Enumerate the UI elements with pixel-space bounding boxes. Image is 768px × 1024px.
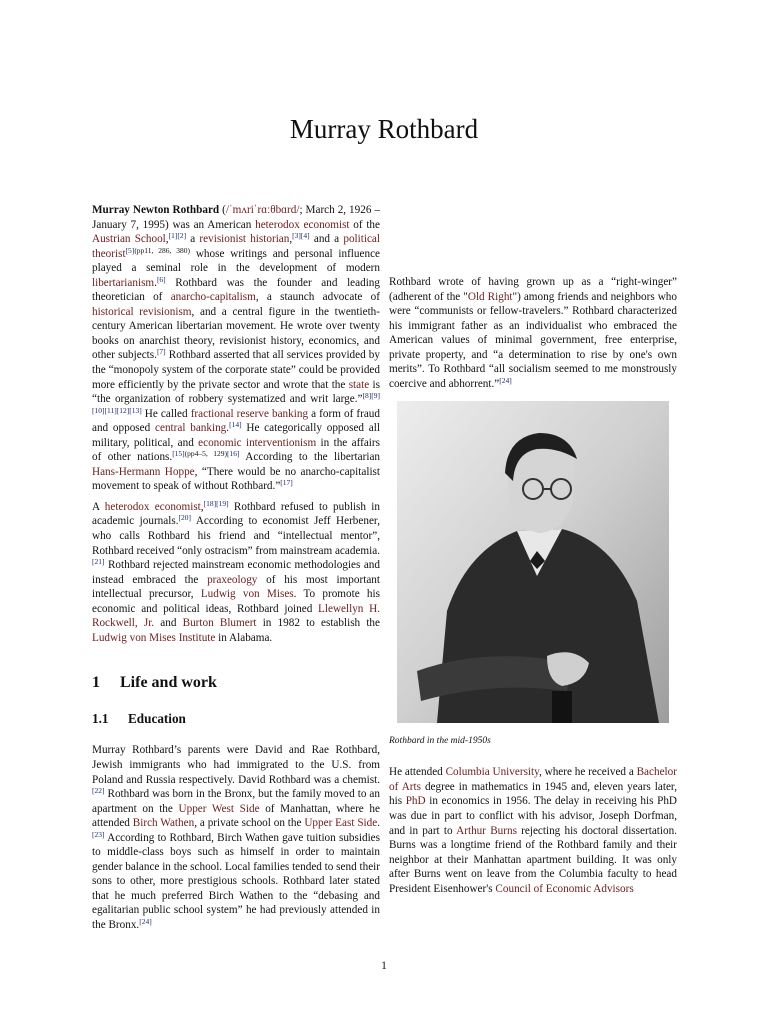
page-title: Murray Rothbard — [289, 114, 479, 144]
subject-name: Murray Newton Rothbard — [92, 204, 220, 216]
text-run: Rothbard wrote of having grown up as a “right-winger” (adherent of the " — [389, 276, 677, 303]
text-run: He categorically opposed all military, political, and — [92, 422, 380, 449]
link-upper-east-side[interactable]: Upper East Side — [304, 817, 378, 830]
citation[interactable]: [5] — [125, 245, 135, 255]
text-run: Rothbard was born in the Bronx, but the family moved to an apartment on the — [92, 788, 380, 815]
text-run: in economics in 1956. The delay in receiving his PhD was due in part to conflict with his advisor, Joseph Dorfman, and in part to — [389, 795, 677, 837]
link-mises-institute[interactable]: Ludwig von Mises Institute — [92, 631, 216, 644]
link-heterodox-economist[interactable]: heterodox economist — [104, 500, 201, 513]
text-run: He attended — [389, 766, 446, 779]
text-run: ; March 2, 1926 – January 7, 1995) was an American — [92, 204, 380, 231]
text-run: A — [92, 500, 105, 513]
text-run: According to economist Jeff Herbener, who calls Rothbard his friend and “intellectual mentor”, Rothbard received “only ostracism” from mainstream academia. — [92, 515, 380, 557]
citation[interactable]: [20] — [178, 513, 192, 523]
text-run: . To promote his economic and political ideas, Rothbard joined — [92, 588, 380, 615]
text-run: a — [186, 233, 200, 246]
education-paragraph — [92, 743, 380, 932]
citation[interactable]: [15] — [172, 449, 185, 459]
link-central-banking[interactable]: central banking — [155, 422, 227, 435]
link-llewellyn-rockwell[interactable]: Llewellyn H. Rockwell, Jr. — [92, 602, 381, 630]
text-run: of the — [349, 218, 380, 231]
section-title: Life and work — [120, 674, 217, 692]
text-run: , — [200, 500, 204, 513]
text-run: Murray Rothbard’s parents were David and Rae Rothbard, Jewish immigrants who had immigrated to the U.S. from Poland and Russia respectively. David Rothbard was a chemist. — [92, 744, 380, 786]
link-historical-revisionism[interactable]: historical revisionism — [92, 305, 192, 318]
link-heterodox-economist[interactable]: heterodox economist — [255, 218, 350, 231]
intro-paragraph: Murray Newton Rothbard (/ˈmʌriˈrɑːθbɑrd/; March 2, 1926 – January 7, 1995) was an American heterodox economist of the Austrian School,[1][2] a revisionist historian,[3][4] and a political theorist$^{[5](pp11, 286, 380)}$ whose writings and personal influence played a seminal role in the development of modern libertarianism.[6] Rothbard was the founder and leading theoretician of anarcho-capitalism, a staunch advocate of historical revisionism, and a central figure in the twentieth-century American libertarian movement. He wrote over twenty books on anarchist theory, revisionist history, economics, and other subjects.[7] Rothbard asserted that all services provided by the “monopoly system of the corporate state” could be provided more efficiently by the private sector and wrote that the state is “the organization of robbery systematized and writ large.”[8][9][10][11][12][13] He called fractional reserve banking a form of fraud and opposed central banking.[14] He categorically opposed all military, political, and economic interventionism in the affairs of other nations.[15](pp4–5, 129)[16] According to the libertarian Hans-Hermann Hoppe, “There would be no anarcho-capitalist movement to speak of without Rothbard.”[17] — [92, 204, 381, 493]
text-run: Rothbard was the founder and leading theoretician of — [92, 276, 380, 304]
link-economic-interventionism[interactable]: economic interventionism — [198, 436, 317, 449]
link-arthur-burns[interactable]: Arthur Burns — [456, 824, 517, 837]
section-number: 1 — [92, 674, 100, 692]
text-run: . — [154, 276, 157, 289]
text-run: and a — [309, 233, 344, 246]
link-libertarianism[interactable]: libertarianism — [92, 276, 155, 289]
text-run: , where he received a — [539, 766, 637, 779]
link-birch-wathen[interactable]: Birch Wathen — [132, 817, 195, 830]
citation[interactable]: [7] — [156, 347, 166, 357]
text-run: . — [377, 817, 380, 830]
text-run: . — [226, 422, 230, 435]
text-run: He called — [141, 407, 191, 420]
text-run: , a staunch advocate of — [255, 291, 381, 304]
text-run: is “the organization of robbery systematized and writ large.” — [92, 378, 381, 406]
text-run: in Alabama. — [215, 631, 273, 644]
link-anarcho-capitalism[interactable]: anarcho-capitalism — [170, 291, 256, 304]
link-phd[interactable]: PhD — [405, 795, 426, 808]
citation[interactable]: [8][9][10][11][12][13] — [92, 391, 380, 415]
section-heading-life-and-work — [92, 673, 380, 693]
subsection-number: 1.1 — [92, 711, 109, 727]
citation[interactable]: [23] — [92, 829, 105, 839]
text-run: ") among friends and neighbors who were “communists or fellow-travelers.” Rothbard characterized his immigrant father as an individualist who embraced the American values of minimal government, free enterprise, private property, and “a determination to rise by one's own merits”. To Rothbard “all socialism seemed to me monstrously coercive and abhorrent.” — [389, 290, 677, 390]
citation-pages: (pp11, 286, 380) — [134, 245, 191, 255]
text-run: , “There would be no anarcho-capitalist movement to speak of without Rothbard.” — [92, 465, 381, 493]
citation[interactable]: [21] — [92, 557, 105, 567]
text-run: rejecting his doctoral dissertation. Burns was a longtime friend of the Rothbard family and their neighbor at their Manhattan apartment building. It was only after Burns went on leave from the Columbia faculty to head President Eisenhower's — [389, 824, 677, 895]
figure-caption: Rothbard in the mid-1950s — [389, 736, 491, 747]
link-state[interactable]: state — [348, 378, 370, 391]
text-run: , and a central figure in the twentieth-century American libertarian movement. He wrote over twenty books on anarchist theory, revisionist history, economics, and other subjects. — [92, 305, 380, 362]
link-burton-blumert[interactable]: Burton Blumert — [182, 617, 257, 630]
subsection-heading-education — [92, 711, 380, 727]
link-hans-hermann-hoppe[interactable]: Hans-Hermann Hoppe — [92, 465, 195, 478]
link-upper-west-side[interactable]: Upper West Side — [178, 802, 260, 815]
text-run: in the affairs of other nations. — [92, 436, 380, 464]
text-run: Rothbard refused to publish in academic journals. — [92, 500, 380, 528]
citation[interactable]: [17] — [280, 478, 293, 488]
link-fractional-reserve-banking[interactable]: fractional reserve banking — [190, 407, 309, 420]
text-run: According to the libertarian — [239, 451, 380, 464]
citation[interactable]: [6] — [156, 274, 166, 284]
page-number: 1 — [381, 960, 387, 972]
citation[interactable]: [16] — [227, 449, 240, 459]
rothbard-photo — [397, 401, 669, 723]
link-old-right[interactable]: Old Right — [467, 290, 513, 303]
citation[interactable]: [1][2] — [168, 231, 187, 241]
link-ludwig-von-mises[interactable]: Ludwig von Mises — [200, 588, 294, 601]
text-run: Rothbard rejected mainstream economic methodologies and instead embraced the — [92, 559, 380, 586]
citation[interactable]: [3][4] — [292, 231, 310, 241]
citation[interactable]: [14] — [229, 420, 242, 430]
citation-pages: (pp4–5, 129) — [184, 449, 228, 459]
link-praxeology[interactable]: praxeology — [207, 573, 258, 586]
text-run: and — [154, 617, 183, 630]
text-run: Rothbard asserted that all services provided by the “monopoly system of the corporate state” could be provided more efficiently by the private sector and wrote that the — [92, 349, 380, 391]
left-column — [92, 203, 380, 939]
right-column-content — [389, 203, 677, 902]
text-run: a form of fraud and opposed — [92, 407, 380, 435]
text-run: degree in mathematics in 1945 and, eleven years later, his — [389, 780, 677, 808]
link-council-of-economic-advisors[interactable]: Council of Economic Advisors — [495, 882, 634, 895]
academia-paragraph — [92, 500, 380, 645]
text-run: in 1982 to establish the — [256, 617, 380, 630]
citation[interactable]: [24] — [499, 375, 512, 385]
portrait-illustration — [397, 401, 669, 723]
link-columbia-university[interactable]: Columbia University — [445, 766, 540, 779]
citation[interactable]: [24] — [139, 916, 152, 926]
subsection-title: Education — [128, 711, 186, 727]
link-political-theorist[interactable]: political theorist — [92, 233, 381, 260]
text-run: , a private school on the — [194, 817, 305, 830]
link-bachelor-of-arts[interactable]: Bachelor of Arts — [389, 766, 677, 793]
text-run: of Manhattan, where he attended — [92, 802, 380, 830]
text-run: whose writings and personal influence played a seminal role in the development of modern — [92, 247, 380, 275]
citation[interactable]: [22] — [92, 786, 105, 796]
link-austrian-school[interactable]: Austrian School — [92, 233, 166, 246]
text-run: According to Rothbard, Birch Wathen gave tuition subsidies to middle-class boys such as himself in order to maintain gender balance in the school. Local families tended to send their sons to other, more prestigious schools. Rothbard later stated that he much preferred Birch Wathen to the “debasing and egalitarian public school system” he had previously attended in the Bronx. — [92, 831, 380, 931]
link-revisionist-historian[interactable]: revisionist historian — [199, 233, 290, 246]
pronunciation-link[interactable]: /ˈmʌriˈrɑːθbɑrd/ — [225, 204, 300, 216]
columbia-paragraph — [389, 765, 677, 896]
citation[interactable]: [18][19] — [203, 498, 229, 508]
old-right-paragraph — [389, 275, 677, 391]
text-run: of his most important intellectual precursor, — [92, 573, 380, 601]
